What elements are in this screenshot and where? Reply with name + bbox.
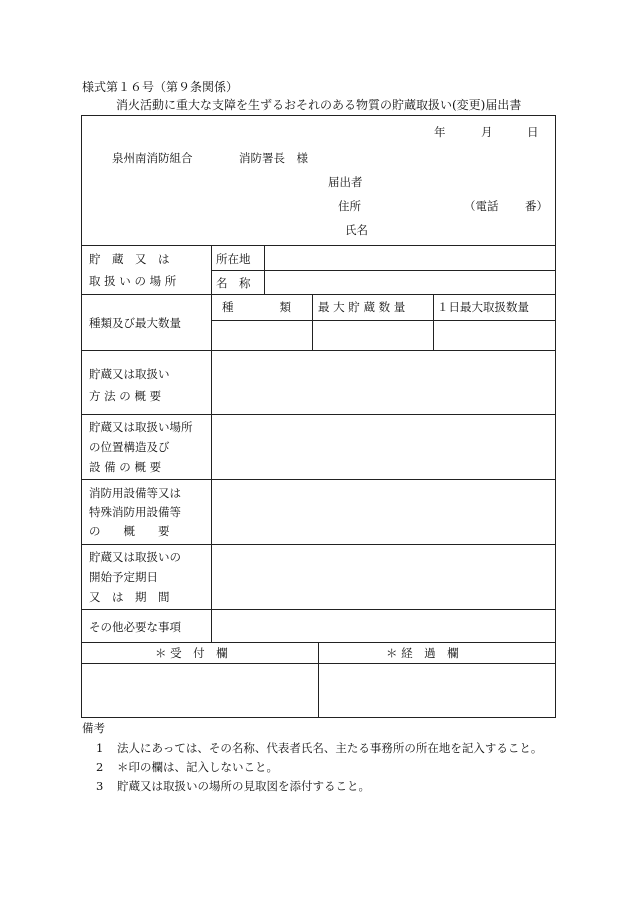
structure-label-line2: の位置構造及び xyxy=(89,440,170,454)
table-border-right xyxy=(555,115,556,718)
form-title: 消火活動に重大な支障を生ずるおそれのある物質の貯蔵取扱い(変更)届出書 xyxy=(116,98,522,112)
fire-label-line2: 特殊消防用設備等 xyxy=(89,505,181,519)
method-label-line1: 貯蔵又は取扱い xyxy=(89,367,170,381)
progress-header: ＊ 経 過 欄 xyxy=(386,646,459,660)
row-divider xyxy=(211,320,556,321)
types-label: 種類及び最大数量 xyxy=(89,316,181,330)
fire-label-line1: 消防用設備等又は xyxy=(89,486,181,500)
method-label-line2: 方 法 の 概 要 xyxy=(89,389,162,403)
row-divider xyxy=(211,270,556,271)
column-divider xyxy=(433,294,434,350)
row-divider xyxy=(81,350,556,351)
address-label: 住所 xyxy=(338,199,361,213)
note-text: 法人にあっては、その名称、代表者氏名、主たる事務所の所在地を記入すること。 xyxy=(117,741,543,755)
date-month: 月 xyxy=(481,125,493,139)
column-divider xyxy=(211,245,212,642)
schedule-label-line3: 又 は 期 間 xyxy=(89,590,170,604)
reception-header: ＊ 受 付 欄 xyxy=(155,646,228,660)
location-label: 所在地 xyxy=(216,252,251,266)
note-number: 1 xyxy=(96,741,104,755)
col-type-header: 種 類 xyxy=(222,300,291,314)
name-label: 氏名 xyxy=(345,223,368,237)
table-border-bottom xyxy=(81,717,556,718)
row-divider xyxy=(81,544,556,545)
fire-label-line3: の 概 要 xyxy=(89,524,170,538)
structure-label-line1: 貯蔵又は取扱い場所 xyxy=(89,420,193,434)
place-name-label: 名 称 xyxy=(216,276,251,290)
note-text: ＊印の欄は、記入しないこと。 xyxy=(117,760,278,774)
schedule-label-line2: 開始予定期日 xyxy=(89,570,158,584)
place-label-line1: 貯 蔵 又 は xyxy=(89,252,170,266)
other-label: その他必要な事項 xyxy=(89,620,181,634)
phone-label: （電話 xyxy=(464,199,499,213)
notes-heading: 備考 xyxy=(82,721,105,735)
column-divider xyxy=(318,642,319,717)
schedule-label-line1: 貯蔵又は取扱いの xyxy=(89,550,181,564)
phone-end-label: 番） xyxy=(525,199,548,213)
table-border-top xyxy=(81,115,556,116)
structure-label-line3: 設 備 の 概 要 xyxy=(89,460,162,474)
note-text: 貯蔵又は取扱いの場所の見取図を添付すること。 xyxy=(117,779,370,793)
column-divider xyxy=(264,245,265,294)
col-daily-max-header: １日最大取扱数量 xyxy=(437,300,529,314)
form-number: 様式第１６号（第９条関係） xyxy=(82,80,239,94)
col-max-storage-header: 最 大 貯 蔵 数 量 xyxy=(318,300,406,314)
row-divider xyxy=(81,245,556,246)
row-divider xyxy=(81,479,556,480)
date-day: 日 xyxy=(527,125,539,139)
notifier-label: 届出者 xyxy=(328,175,363,189)
date-year: 年 xyxy=(434,125,446,139)
column-divider xyxy=(312,294,313,350)
place-label-line2: 取 扱 い の 場 所 xyxy=(89,274,177,288)
note-number: 2 xyxy=(96,760,104,774)
row-divider xyxy=(81,414,556,415)
note-number: 3 xyxy=(96,779,104,793)
row-divider xyxy=(81,609,556,610)
addressee-title: 消防署長 様 xyxy=(239,151,308,165)
row-divider xyxy=(81,294,556,295)
table-border-left xyxy=(81,115,82,718)
addressee-org: 泉州南消防組合 xyxy=(112,151,193,165)
